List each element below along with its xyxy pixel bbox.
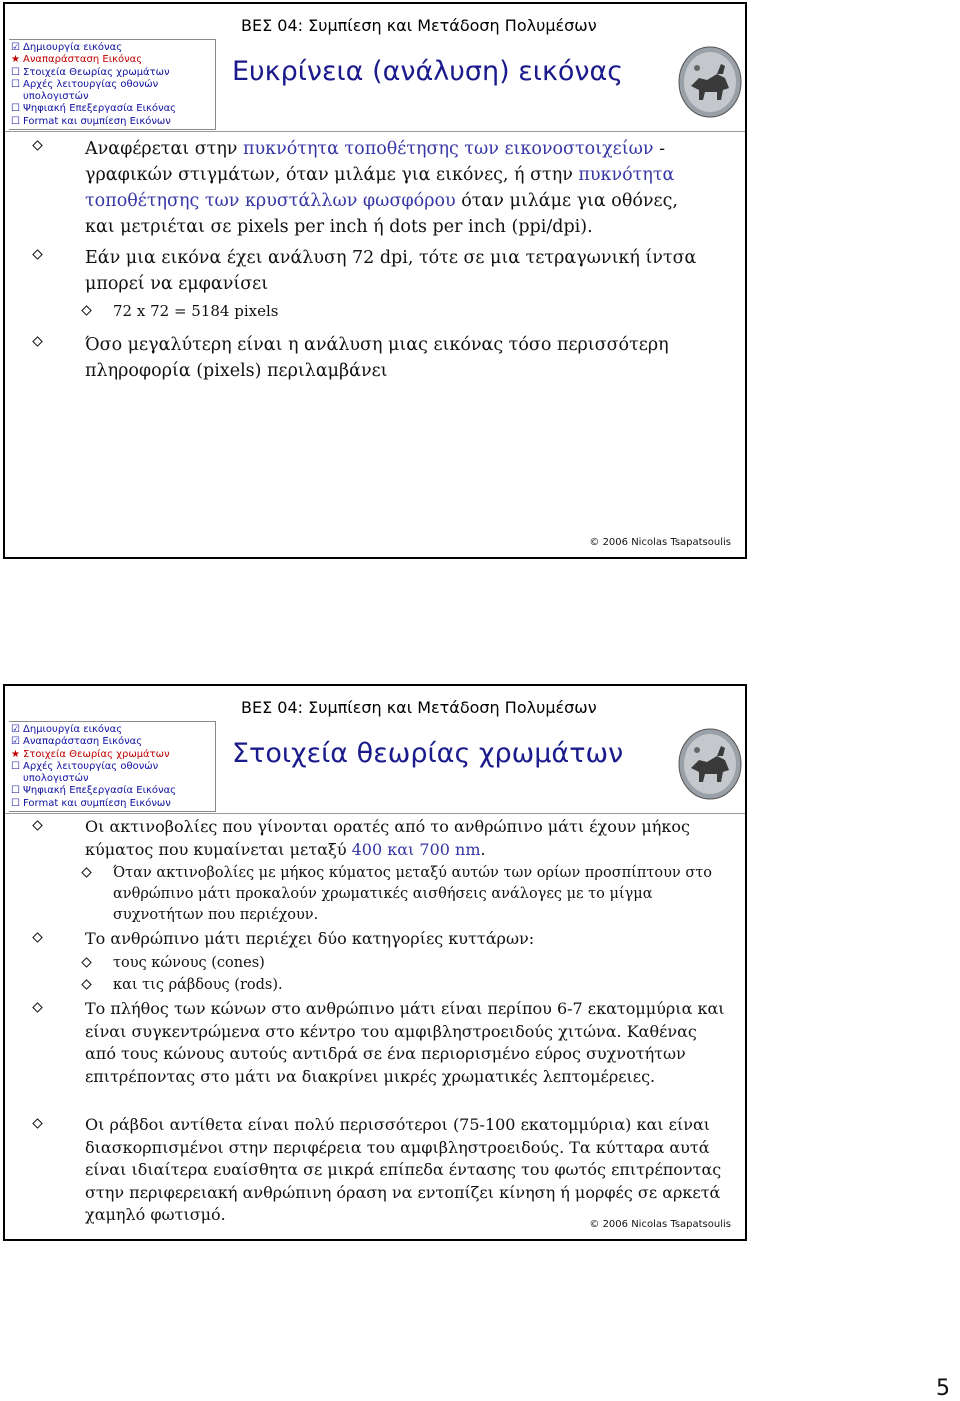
bullet-item bbox=[32, 1114, 725, 1227]
sub-bullet-item bbox=[81, 301, 673, 322]
highlighted-term: 400 και 700 nm bbox=[351, 839, 481, 859]
checkbox-empty-icon: ☐ bbox=[11, 78, 20, 90]
diamond-bullet-icon bbox=[32, 249, 43, 260]
copyright: © 2006 Nicolas Tsapatsoulis bbox=[589, 1219, 731, 1230]
diamond-bullet-icon bbox=[81, 957, 92, 968]
slide-header bbox=[5, 686, 745, 814]
bullet-item bbox=[32, 816, 725, 861]
text-segment: και τις ράβδους (rods). bbox=[113, 977, 283, 993]
text-segment: Αναφέρεται στην bbox=[85, 139, 244, 159]
nav-item[interactable] bbox=[11, 761, 215, 773]
topic-navigation bbox=[9, 39, 216, 130]
text-segment: Εάν μια εικόνα έχει ανάλυση 72 dpi, τότε σε μια τετραγωνική ίντσα μπορεί να εμφανίσει bbox=[85, 248, 697, 294]
coin-logo-icon bbox=[677, 726, 743, 801]
bullet-text bbox=[85, 928, 725, 951]
diamond-bullet-icon bbox=[32, 1118, 43, 1129]
course-title: ΒΕΣ 04: Συμπίεση και Μετάδοση Πολυμέσων bbox=[241, 698, 597, 717]
bullet-item bbox=[32, 332, 705, 384]
diamond-bullet-icon bbox=[32, 336, 43, 347]
sub-bullet-item bbox=[81, 953, 713, 974]
nav-item-label: Αρχές λειτουργίας οθονών bbox=[23, 78, 159, 90]
bullet-text bbox=[85, 816, 725, 861]
text-segment: Οι ράβδοι αντίθετα είναι πολύ περισσότεροι (75-100 εκατομμύρια) και είναι διασκορπισμένοι στην περιφέρεια του αμφιβληστροειδούς. Τα κύτταρα αυτά είναι ιδιαίτερα ευαίσθητα σε μικρά επίπεδα έντασης του φωτός επιτρέποντας στην περιφερειακή ανθρώπινη όραση να εντοπίζει κίνηση ή μορφές σε αρκετά χαμηλό φωτισμό. bbox=[85, 1115, 722, 1224]
bullet-text bbox=[85, 998, 725, 1088]
slide-title: Στοιχεία θεωρίας χρωμάτων bbox=[232, 738, 624, 769]
diamond-bullet-icon bbox=[32, 932, 43, 943]
topic-navigation bbox=[9, 721, 216, 812]
star-icon: ★ bbox=[11, 54, 20, 66]
checkbox-empty-icon: ☐ bbox=[11, 797, 20, 809]
bullet-text bbox=[113, 953, 713, 974]
checkbox-empty-icon: ☐ bbox=[11, 760, 20, 772]
checkbox-empty-icon: ☐ bbox=[11, 103, 20, 115]
diamond-bullet-icon bbox=[32, 140, 43, 151]
bullet-item bbox=[32, 245, 705, 297]
bullet-item bbox=[32, 928, 725, 951]
coin-logo-icon bbox=[677, 44, 743, 119]
nav-item[interactable] bbox=[11, 736, 215, 748]
highlighted-term: πυκνότητα τοποθέτησης των κρυστάλλων φωσφόρου bbox=[85, 165, 675, 211]
nav-item-label: Αναπαράσταση Εικόνας bbox=[23, 736, 143, 748]
bullet-item bbox=[32, 136, 705, 240]
nav-item[interactable] bbox=[11, 79, 215, 91]
nav-item-label: υπολογιστών bbox=[23, 91, 89, 103]
nav-item-label: Δημιουργία εικόνας bbox=[23, 42, 123, 53]
nav-item-label: Ψηφιακή Επεξεργασία Εικόνας bbox=[23, 785, 177, 797]
nav-item-current[interactable] bbox=[11, 54, 215, 66]
bullet-text bbox=[113, 975, 713, 996]
nav-item[interactable] bbox=[11, 42, 215, 54]
nav-item-label: Στοιχεία Θεωρίας χρωμάτων bbox=[23, 748, 170, 760]
nav-item[interactable] bbox=[11, 67, 215, 79]
diamond-bullet-icon bbox=[81, 867, 92, 878]
text-segment: Οι ακτινοβολίες που γίνονται ορατές από το ανθρώπινο μάτι έχουν μήκος κύματος που κυμαίνεται μεταξύ bbox=[85, 817, 690, 859]
text-segment: Το ανθρώπινο μάτι περιέχει δύο κατηγορίες κυττάρων: bbox=[85, 929, 535, 948]
nav-item-current[interactable] bbox=[11, 749, 215, 761]
text-segment: Όταν ακτινοβολίες με μήκος κύματος μεταξύ αυτών των ορίων προσπίπτουν στο ανθρώπινο μάτι προκαλούν χρωματικές αισθήσεις ανάλογες με το μίγμα συχνοτήτων που περιέχουν. bbox=[113, 865, 712, 923]
checkbox-checked-icon: ☑ bbox=[11, 724, 20, 735]
text-segment: . bbox=[480, 839, 486, 859]
checkbox-checked-icon: ☑ bbox=[11, 736, 20, 748]
nav-item-label: Δημιουργία εικόνας bbox=[23, 724, 123, 735]
bullet-text bbox=[113, 863, 713, 926]
diamond-bullet-icon bbox=[81, 305, 92, 316]
nav-item[interactable] bbox=[11, 103, 215, 115]
nav-item[interactable] bbox=[11, 798, 215, 810]
nav-item-label: Ψηφιακή Επεξεργασία Εικόνας bbox=[23, 103, 177, 115]
text-segment: όταν μιλάμε για οθόνες, και μετριέται σε pixels per inch ή dots per inch (ppi/dpi). bbox=[85, 191, 678, 237]
nav-item-label: Format και συμπίεση Εικόνων bbox=[23, 115, 171, 127]
bullet-text bbox=[113, 301, 673, 322]
diamond-bullet-icon bbox=[32, 1002, 43, 1013]
nav-item-label: Αναπαράσταση Εικόνας bbox=[23, 54, 143, 66]
nav-item-continuation bbox=[11, 773, 215, 785]
diamond-bullet-icon bbox=[81, 979, 92, 990]
slide-1 bbox=[3, 2, 747, 559]
copyright: © 2006 Nicolas Tsapatsoulis bbox=[589, 537, 731, 548]
slide-2 bbox=[3, 684, 747, 1241]
slide-title: Ευκρίνεια (ανάλυση) εικόνας bbox=[232, 56, 624, 87]
nav-item[interactable] bbox=[11, 724, 215, 736]
course-title: ΒΕΣ 04: Συμπίεση και Μετάδοση Πολυμέσων bbox=[241, 16, 597, 35]
nav-item-label: Στοιχεία Θεωρίας χρωμάτων bbox=[23, 66, 170, 78]
bullet-text bbox=[85, 136, 705, 240]
checkbox-checked-icon: ☑ bbox=[11, 42, 20, 53]
nav-item-label: Format και συμπίεση Εικόνων bbox=[23, 797, 171, 809]
bullet-item bbox=[32, 998, 725, 1088]
sub-bullet-item bbox=[81, 863, 713, 926]
text-segment: 72 x 72 = 5184 pixels bbox=[113, 302, 279, 320]
checkbox-empty-icon: ☐ bbox=[11, 785, 20, 797]
text-segment: τους κώνους (cones) bbox=[113, 955, 265, 971]
nav-item[interactable] bbox=[11, 116, 215, 128]
sub-bullet-item bbox=[81, 975, 713, 996]
checkbox-empty-icon: ☐ bbox=[11, 66, 20, 78]
nav-item-label: υπολογιστών bbox=[23, 773, 89, 785]
checkbox-empty-icon: ☐ bbox=[11, 115, 20, 127]
highlighted-term: πυκνότητα τοποθέτησης των εικονοστοιχείων bbox=[243, 139, 654, 159]
text-segment: Το πλήθος των κώνων στο ανθρώπινο μάτι είναι περίπου 6-7 εκατομμύρια και είναι συγκεντρώμενα στο κέντρο του αμφιβληστροειδούς χιτώνα. Καθένας από τους κώνους αυτούς αντιδρά σε ένα περιορισμένο εύρος συχνοτήτων επιτρέποντας στο μάτι να διακρίνει μικρές χρωματικές λεπτομέρειες. bbox=[85, 999, 725, 1086]
bullet-text bbox=[85, 332, 705, 384]
text-segment: Όσο μεγαλύτερη είναι η ανάλυση μιας εικόνας τόσο περισσότερη πληροφορία (pixels) περιλαμβάνει bbox=[85, 335, 669, 381]
nav-item-continuation bbox=[11, 91, 215, 103]
text-segment: - γραφικών στιγμάτων, όταν μιλάμε για εικόνες, ή στην bbox=[85, 139, 665, 185]
nav-item-label: Αρχές λειτουργίας οθονών bbox=[23, 760, 159, 772]
bullet-text bbox=[85, 1114, 725, 1227]
diamond-bullet-icon bbox=[32, 820, 43, 831]
nav-item[interactable] bbox=[11, 785, 215, 797]
page-number: 5 bbox=[936, 1376, 950, 1401]
bullet-text bbox=[85, 245, 705, 297]
slide-header bbox=[5, 4, 745, 132]
star-icon: ★ bbox=[11, 748, 20, 760]
